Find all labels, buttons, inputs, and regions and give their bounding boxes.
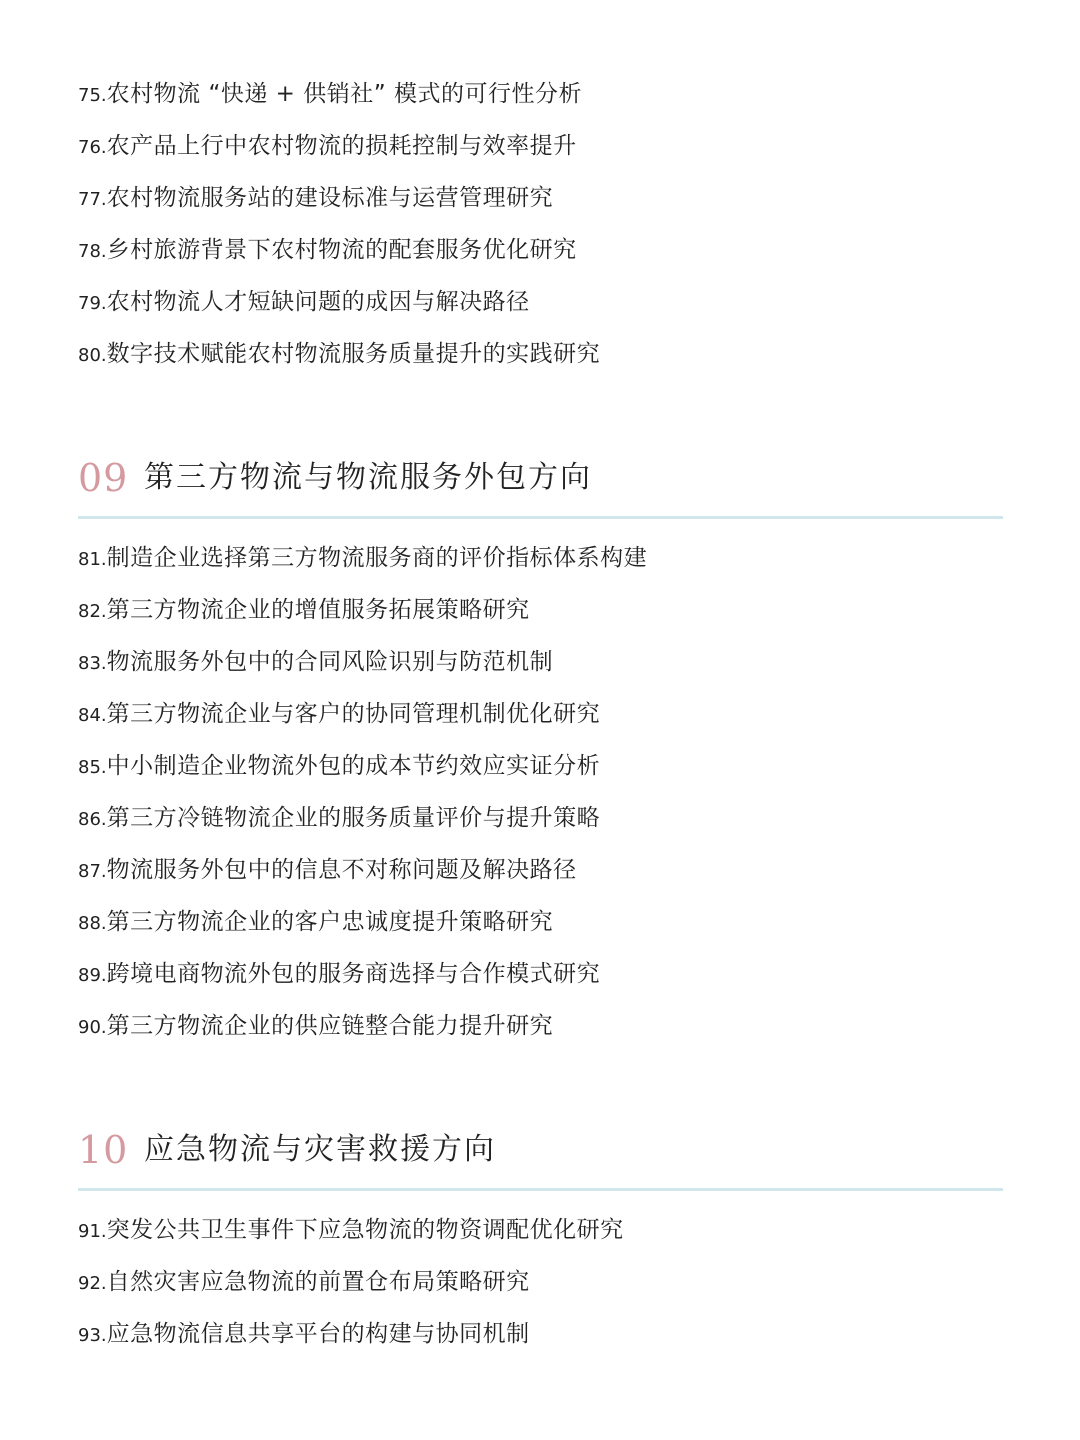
topic-text: 乡村旅游背景下农村物流的配套服务优化研究 [106,237,577,263]
topic-text: 突发公共卫生事件下应急物流的物资调配优化研究 [106,1217,624,1243]
topic-text: 农产品上行中农村物流的损耗控制与效率提升 [106,133,577,159]
topic-item-85 [78,740,647,792]
topic-item-75 [78,68,600,120]
topic-item-92 [78,1256,624,1308]
topic-text: 第三方物流企业与客户的协同管理机制优化研究 [106,701,601,727]
topic-list-section-10 [78,1204,624,1360]
topic-list-section-09 [78,532,647,1052]
topic-text: 第三方冷链物流企业的服务质量评价与提升策略 [106,805,601,831]
section-number: 10 [78,1128,129,1172]
topic-text: 农村物流 “快递 + 供销社” 模式的可行性分析 [106,81,582,107]
topic-text: 应急物流信息共享平台的构建与协同机制 [106,1321,530,1347]
topic-item-78 [78,224,600,276]
topic-item-88 [78,896,647,948]
topic-number: 85. [78,757,107,778]
topic-item-86 [78,792,647,844]
topic-item-81 [78,532,647,584]
section-divider [78,1188,1003,1191]
topic-text: 制造企业选择第三方物流服务商的评价指标体系构建 [106,545,648,571]
topic-text: 数字技术赋能农村物流服务质量提升的实践研究 [106,341,601,367]
topic-number: 75. [78,85,107,106]
topic-number: 92. [78,1273,107,1294]
topic-number: 89. [78,965,107,986]
topic-number: 78. [78,241,107,262]
topic-text: 第三方物流企业的供应链整合能力提升研究 [106,1013,554,1039]
section-title: 应急物流与灾害救援方向 [144,1132,496,1167]
topic-item-76 [78,120,600,172]
topic-text: 农村物流服务站的建设标准与运营管理研究 [106,185,554,211]
topic-text: 第三方物流企业的客户忠诚度提升策略研究 [106,909,554,935]
topic-list-section-08 [78,68,600,380]
topic-text: 中小制造企业物流外包的成本节约效应实证分析 [106,753,601,779]
topic-number: 80. [78,345,107,366]
topic-item-84 [78,688,647,740]
section-header-10 [78,1120,1003,1180]
topic-number: 79. [78,293,107,314]
topic-item-89 [78,948,647,1000]
topic-number: 83. [78,653,107,674]
topic-text: 物流服务外包中的信息不对称问题及解决路径 [106,857,577,883]
topic-item-93 [78,1308,624,1360]
topic-item-82 [78,584,647,636]
topic-item-83 [78,636,647,688]
topic-item-77 [78,172,600,224]
topic-number: 93. [78,1325,107,1346]
topic-number: 87. [78,861,107,882]
topic-item-90 [78,1000,647,1052]
topic-text: 自然灾害应急物流的前置仓布局策略研究 [106,1269,530,1295]
topic-number: 81. [78,549,107,570]
topic-number: 82. [78,601,107,622]
topic-item-91 [78,1204,624,1256]
topic-text: 农村物流人才短缺问题的成因与解决路径 [106,289,530,315]
topic-item-80 [78,328,600,380]
section-number: 09 [78,456,129,500]
topic-number: 91. [78,1221,107,1242]
topic-number: 86. [78,809,107,830]
topic-number: 77. [78,189,107,210]
section-header-09 [78,448,1003,508]
section-title: 第三方物流与物流服务外包方向 [144,460,592,495]
section-divider [78,516,1003,519]
topic-number: 88. [78,913,107,934]
topic-text: 跨境电商物流外包的服务商选择与合作模式研究 [106,961,601,987]
topic-item-87 [78,844,647,896]
topic-number: 90. [78,1017,107,1038]
topic-number: 76. [78,137,107,158]
topic-number: 84. [78,705,107,726]
topic-item-79 [78,276,600,328]
topic-text: 第三方物流企业的增值服务拓展策略研究 [106,597,530,623]
topic-text: 物流服务外包中的合同风险识别与防范机制 [106,649,554,675]
